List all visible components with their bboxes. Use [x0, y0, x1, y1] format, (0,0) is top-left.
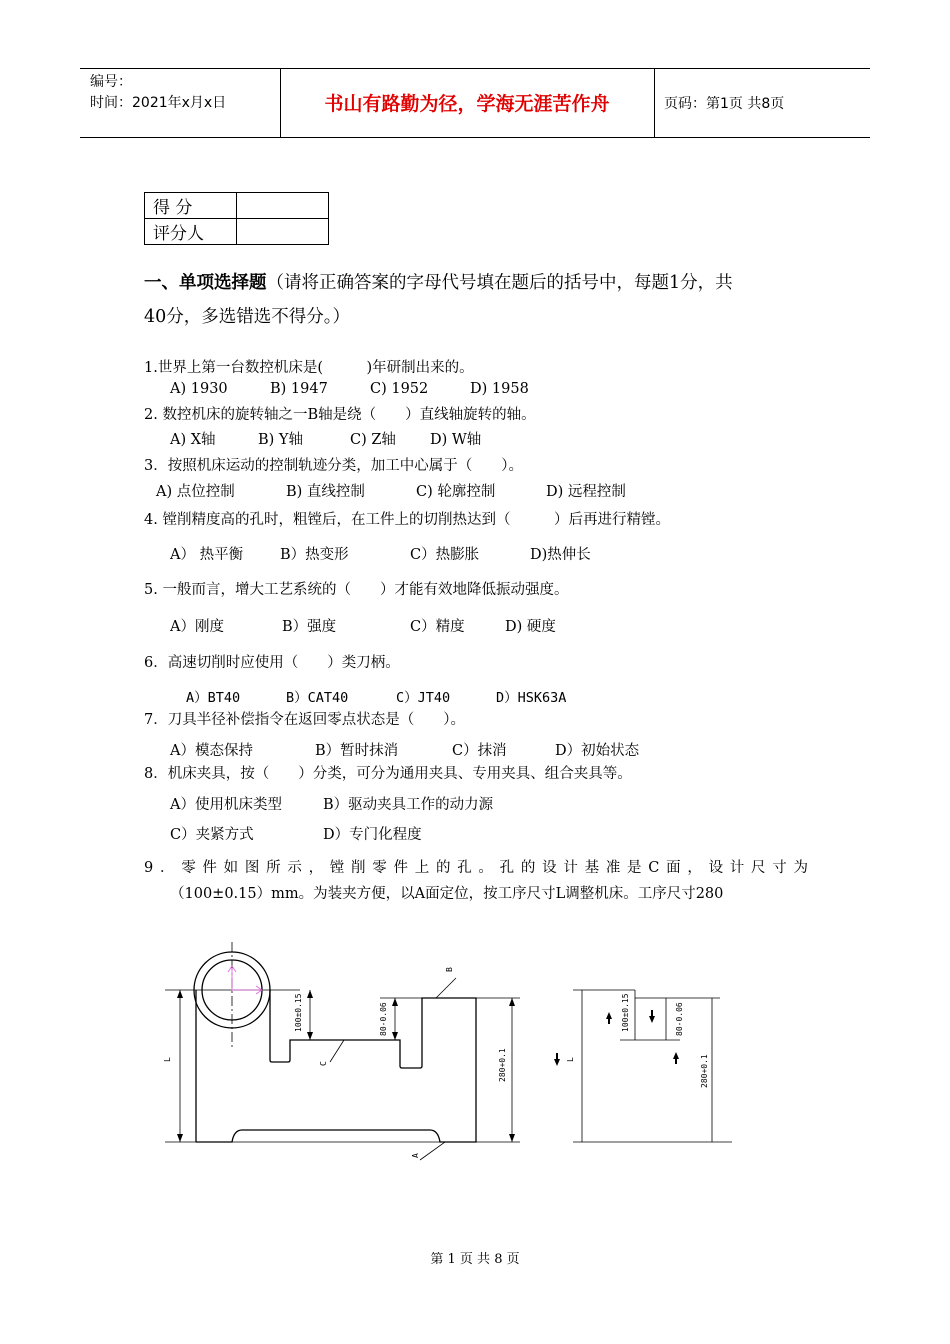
- question-1-stem: 1.世界上第一台数控机床是( )年研制出来的。: [144, 360, 474, 376]
- leader-C: [330, 1040, 344, 1062]
- section-instructions-1: （请将正确答案的字母代号填在题后的括号中，每题1分，共: [266, 273, 733, 293]
- option-a[interactable]: A）BT40: [186, 690, 241, 706]
- option-d[interactable]: D) 硬度: [505, 619, 556, 635]
- option-d[interactable]: D) W轴: [430, 432, 482, 448]
- question-7-stem: 7．刀具半径补偿指令在返回零点状态是（ ）。: [144, 712, 465, 728]
- chain-label-100: 100±0.15: [621, 993, 630, 1032]
- label-L: L: [163, 1057, 172, 1062]
- option-a[interactable]: A）模态保持: [170, 743, 253, 759]
- chain-label-L: L: [566, 1057, 575, 1062]
- page-footer: 第 1 页 共 8 页: [430, 1252, 520, 1267]
- option-d[interactable]: D)热伸长: [530, 547, 591, 563]
- question-4-stem: 4. 镗削精度高的孔时，粗镗后，在工件上的切削热达到（ ）后再进行精镗。: [144, 512, 670, 528]
- section-title: 一、单项选择题: [144, 273, 267, 293]
- question-9-stem-line-2: （100±0.15）mm。为装夹方便，以A面定位，按工序尺寸L调整机床。工序尺寸280: [170, 886, 724, 902]
- option-b[interactable]: B) Y轴: [258, 432, 303, 448]
- option-c[interactable]: C) 轮廓控制: [416, 484, 496, 500]
- chain-label-280: 280+0.1: [700, 1054, 709, 1088]
- chain-label-80: 80-0.06: [675, 1002, 684, 1036]
- option-c[interactable]: C）抹消: [452, 743, 507, 759]
- part-outline: [196, 990, 476, 1142]
- document-time-label: 时间：2021年x月x日: [90, 95, 227, 111]
- label-B: B: [445, 967, 454, 972]
- option-a[interactable]: A) X轴: [170, 432, 216, 448]
- option-d[interactable]: D) 1958: [470, 381, 529, 397]
- label-C: C: [319, 1061, 328, 1066]
- question-3-stem: 3．按照机床运动的控制轨迹分类，加工中心属于（ ）。: [144, 458, 523, 474]
- option-c[interactable]: C）热膨胀: [410, 547, 480, 563]
- score-label: 得 分: [145, 193, 237, 219]
- option-b[interactable]: B）暂时抹消: [315, 743, 399, 759]
- option-c[interactable]: C) Z轴: [350, 432, 396, 448]
- option-a[interactable]: A） 热平衡: [170, 547, 244, 563]
- option-b[interactable]: B）CAT40: [286, 690, 349, 706]
- question-8-stem: 8．机床夹具，按（ ）分类，可分为通用夹具、专用夹具、组合夹具等。: [144, 766, 632, 782]
- option-d[interactable]: D）初始状态: [555, 743, 640, 759]
- option-c[interactable]: C）夹紧方式: [170, 827, 254, 843]
- question-2-stem: 2. 数控机床的旋转轴之一B轴是绕（ ）直线轴旋转的轴。: [144, 407, 536, 423]
- option-a[interactable]: A) 1930: [170, 381, 228, 397]
- option-d[interactable]: D）HSK63A: [496, 690, 567, 706]
- question-5-stem: 5. 一般而言，增大工艺系统的（ ）才能有效地降低振动强度。: [144, 582, 569, 598]
- section-instructions-2: 40分，多选错选不得分。）: [144, 307, 351, 327]
- grader-label: 评分人: [145, 219, 237, 245]
- option-b[interactable]: B) 直线控制: [286, 484, 365, 500]
- option-a[interactable]: A）刚度: [170, 619, 224, 635]
- question-6-stem: 6．高速切削时应使用（ ）类刀柄。: [144, 655, 400, 671]
- option-b[interactable]: B）强度: [282, 619, 337, 635]
- option-b[interactable]: B）驱动夹具工作的动力源: [323, 797, 494, 813]
- option-b[interactable]: B) 1947: [270, 381, 328, 397]
- label-80: 80-0.06: [379, 1002, 388, 1036]
- header-page-info: 页码：第1页 共8页: [664, 96, 785, 112]
- document-number-label: 编号：: [90, 74, 132, 90]
- option-a[interactable]: A) 点位控制: [156, 484, 235, 500]
- option-c[interactable]: C) 1952: [370, 381, 429, 397]
- leader-A: [420, 1142, 445, 1160]
- option-b[interactable]: B）热变形: [280, 547, 349, 563]
- option-c[interactable]: C）精度: [410, 619, 465, 635]
- label-280: 280+0.1: [498, 1048, 507, 1082]
- bore-construction-lines: [228, 966, 262, 994]
- leader-B: [436, 978, 456, 998]
- label-100: 100±0.15: [294, 993, 303, 1032]
- header-motto: 书山有路勤为径，学海无涯苦作舟: [324, 93, 610, 115]
- option-c[interactable]: C）JT40: [396, 690, 451, 706]
- question-9-stem-line-1: 9．零件如图所示，镗削零件上的孔。孔的设计基准是C面，设计尺寸为: [144, 860, 808, 876]
- label-A: A: [411, 1153, 420, 1158]
- option-d[interactable]: D）专门化程度: [323, 827, 422, 843]
- option-a[interactable]: A）使用机床类型: [170, 797, 282, 813]
- option-d[interactable]: D) 远程控制: [546, 484, 626, 500]
